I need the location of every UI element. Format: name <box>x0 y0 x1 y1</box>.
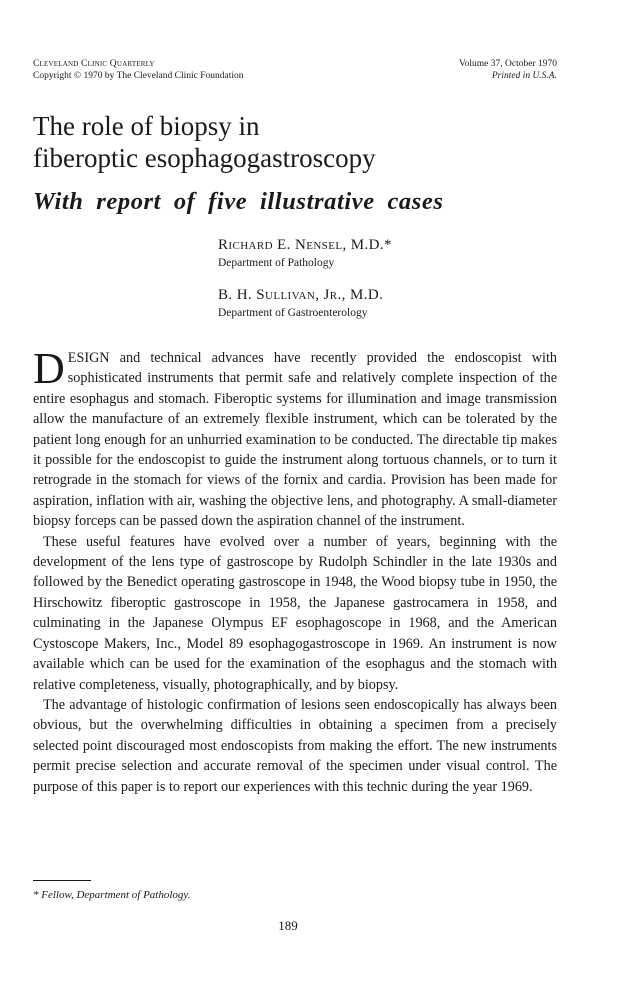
running-header-left <box>33 58 243 82</box>
copyright-line: Copyright © 1970 by The Cleveland Clinic Foundation <box>33 71 244 81</box>
title-line-2: fiberoptic esophagogastroscopy <box>33 143 376 173</box>
page-number: 189 <box>278 918 298 933</box>
author-name: B. H. Sullivan, Jr., M.D. <box>218 287 384 303</box>
article-body <box>33 344 557 797</box>
author-block-1 <box>218 236 392 271</box>
running-header-right <box>459 58 557 82</box>
paragraph-1 <box>33 344 557 532</box>
title-line-1: The role of biopsy in <box>33 111 260 141</box>
paragraph-3: The advantage of histologic confirmation of lesions seen endoscopically has always been obvious, but the overwhelming difficulties in obtaining a specimen from a precisely selected point discouraged most endoscopists from making the effort. The new instruments permit precise selection and accurate removal of the specimen under visual control. The purpose of this paper is to report our experiences with this technic during the year 1969. <box>33 696 557 795</box>
volume-line: Volume 37, October 1970 <box>459 59 557 69</box>
author-name: Richard E. Nensel, M.D.* <box>218 237 392 253</box>
footnote-rule <box>33 880 91 881</box>
author-department: Department of Pathology <box>218 257 335 269</box>
author-block-2 <box>218 286 383 321</box>
author-department: Department of Gastroenterology <box>218 307 368 319</box>
article-subtitle: With report of five illustrative cases <box>33 188 444 215</box>
paragraph-2: These useful features have evolved over a number of years, beginning with the development of the lens type of gastroscope by Rudolph Schindler in the late 1930s and followed by the Benedict operating gastroscope in 1948, the Wood biopsy tube in 1950, the Hirschowitz fiberoptic gastroscope in 1958, the Japanese gastrocamera in 1958, and culminating in the Japanese Olympus EF esophagoscope in 1968, and the American Cystoscope Makers, Inc., Model 89 esophagogastroscope in 1969. An instrument is now available which can be used for the examination of the esophagus and the stomach with relative completeness, visually, photographically, and by biopsy. <box>33 533 557 693</box>
journal-name: Cleveland Clinic Quarterly <box>33 59 155 69</box>
article-title <box>33 110 376 174</box>
footnote: * Fellow, Department of Pathology. <box>33 889 191 901</box>
drop-cap: D <box>33 344 65 393</box>
paragraph-1-text: ESIGN and technical advances have recently provided the endoscopist with sophisticated instruments that permit safe and relatively complete inspection of the entire esophagus and stomach. Fiberoptic systems for illumination and image transmission allow the manufacture of an extremely flexible instrument, which can be tolerated by the patient long enough for an unhurried examination to be conducted. The directable tip makes it possible for the endoscopist to guide the instrument along tortuous channels, or to turn it retrograde in the stomach for views of the fornix and cardia. Provision has been made for aspiration, inflation with air, washing the objective lens, and photography. A small-diameter biopsy forceps can be passed down the aspiration channel of the instrument. <box>33 350 557 530</box>
printed-line: Printed in U.S.A. <box>491 71 557 81</box>
